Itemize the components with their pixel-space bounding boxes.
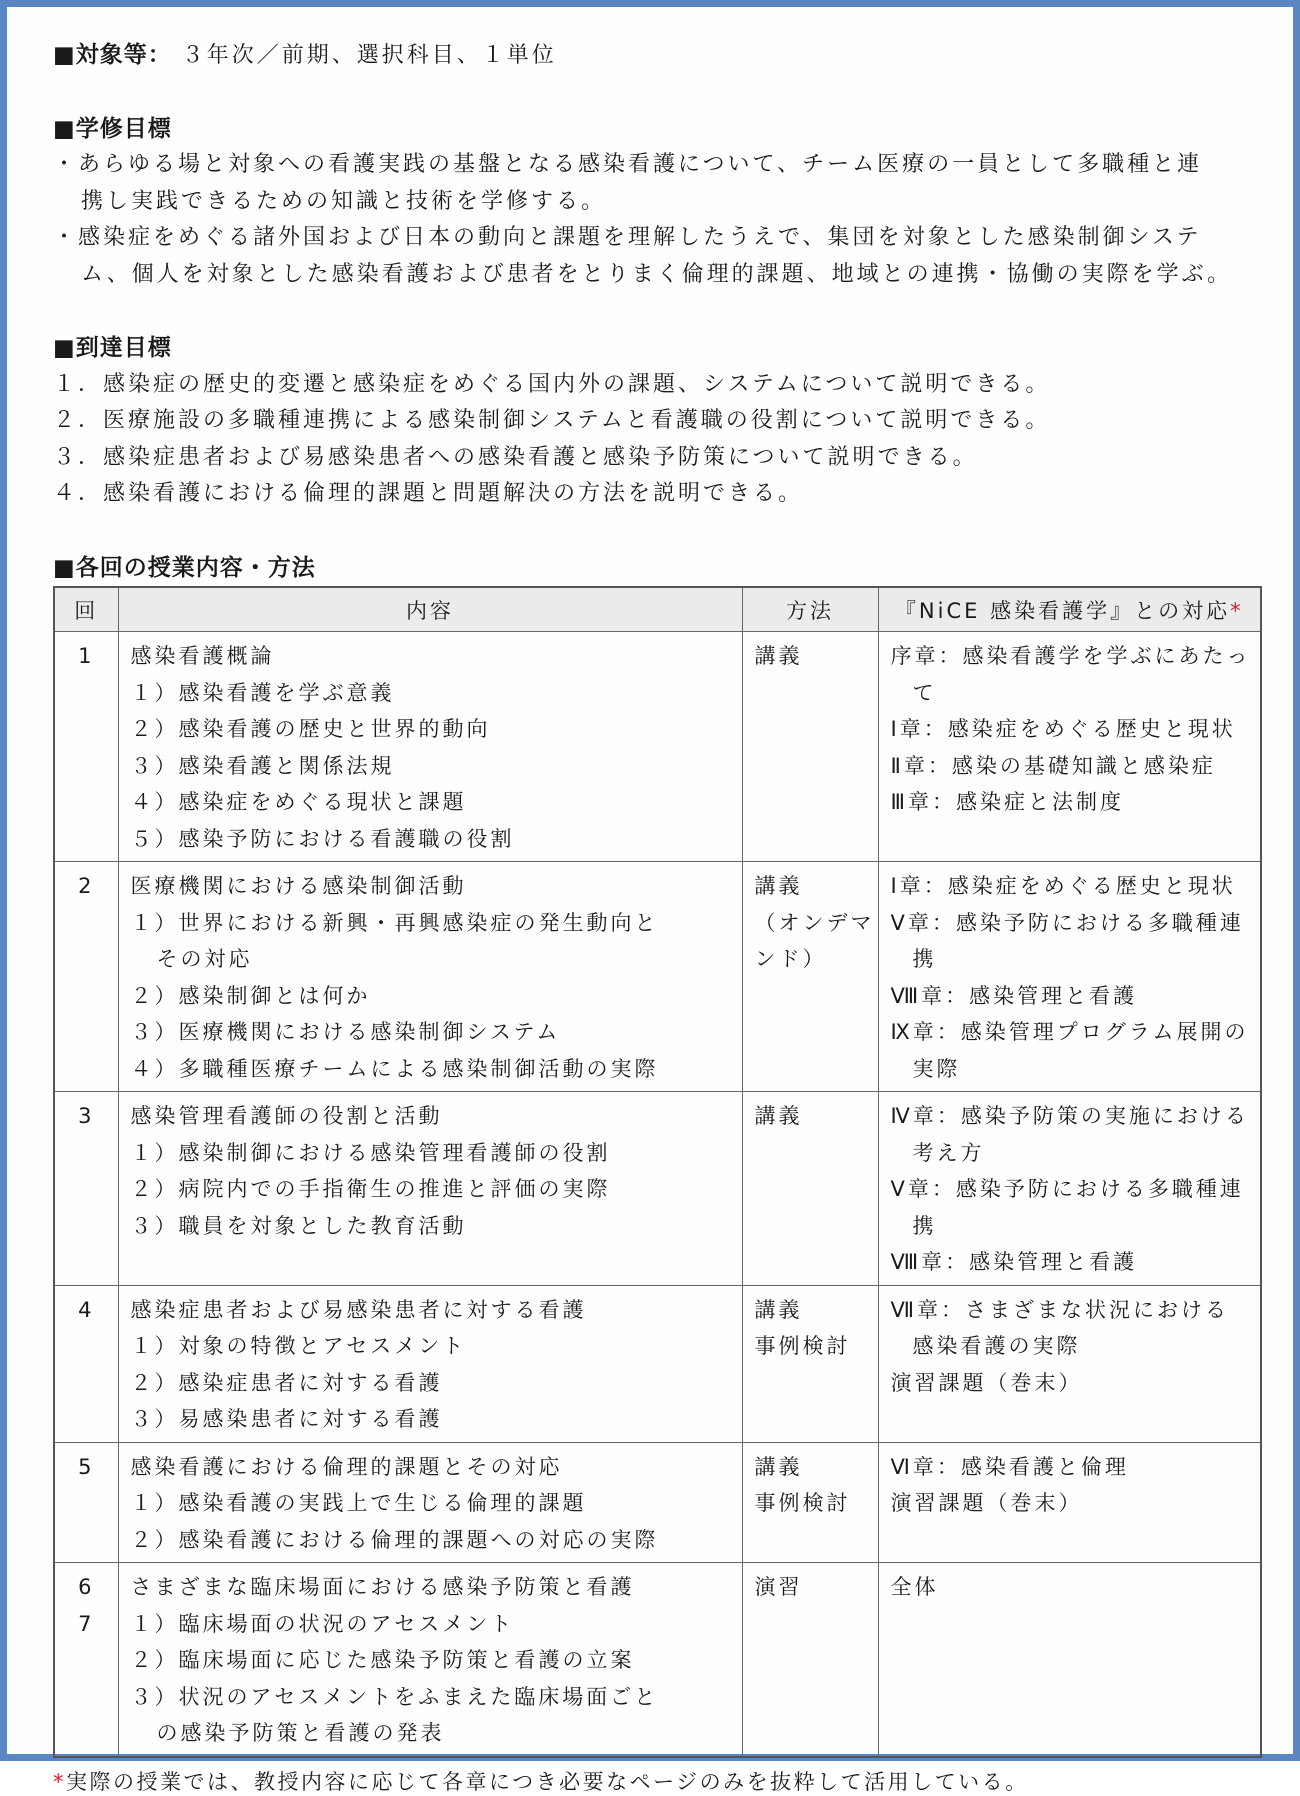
textbook-chapter: 演習課題（巻末） — [890, 1491, 1083, 1515]
learning-goal-item — [53, 147, 1263, 220]
method-text: 講義 — [754, 644, 803, 668]
textbook-chapter: Ⅷ章：感染管理と看護 — [890, 1250, 1138, 1274]
session-topic: ３）状況のアセスメントをふまえた臨床場面ごと — [130, 1684, 659, 1709]
table-row — [54, 632, 1261, 862]
learning-goals-section — [53, 111, 1263, 294]
session-topic: その対応 — [156, 947, 253, 971]
table-row — [54, 1285, 1261, 1442]
table-header-row — [54, 587, 1261, 632]
textbook-chapter: 携 — [912, 947, 937, 971]
method-cell — [742, 1285, 878, 1442]
footnote — [53, 1766, 1263, 1796]
target-value: ３年次／前期、選択科目、１単位 — [181, 43, 557, 68]
session-topic: ３）易感染患者に対する看護 — [130, 1407, 443, 1431]
method-text: 事例検討 — [754, 1491, 851, 1515]
session-topic: ２）病院内での手指衛生の推進と評価の実際 — [130, 1177, 611, 1201]
table-row — [54, 1442, 1261, 1563]
textbook-chapter: Ⅶ章：さまざまな状況における — [890, 1297, 1230, 1322]
textbook-chapter: Ⅸ章：感染管理プログラム展開の — [890, 1020, 1249, 1044]
schedule-table — [53, 586, 1262, 1758]
attainment-goal-item: ３．感染症患者および易感染患者への感染看護と感染予防策について説明できる。 — [53, 444, 978, 470]
table-row — [54, 1092, 1261, 1286]
attainment-goal-item: ４．感染看護における倫理的課題と問題解決の方法を説明できる。 — [53, 481, 804, 506]
textbook-chapter: 序章：感染看護学を学ぶにあたっ — [890, 644, 1251, 668]
reference-cell — [878, 1442, 1261, 1563]
target-section — [53, 37, 1263, 75]
session-number-cell — [54, 1563, 118, 1757]
attainment-goal-item: １．感染症の歴史的変遷と感染症をめぐる国内外の課題、システムについて説明できる。 — [53, 371, 1051, 397]
session-title: さまざまな臨床場面における感染予防策と看護 — [130, 1575, 635, 1599]
textbook-chapter: Ⅰ章：感染症をめぐる歴史と現状 — [890, 874, 1236, 898]
session-number: 7 — [78, 1611, 95, 1636]
session-topic: １）臨床場面の状況のアセスメント — [130, 1611, 515, 1636]
schedule-section — [53, 550, 1263, 1758]
session-number: 2 — [78, 874, 95, 898]
content-cell — [118, 1563, 742, 1757]
session-number-cell — [54, 1092, 118, 1286]
session-title: 感染症患者および易感染患者に対する看護 — [130, 1297, 587, 1322]
session-number: 1 — [78, 644, 95, 668]
learning-goals-list — [53, 147, 1263, 293]
session-number-cell — [54, 1442, 118, 1563]
method-text: 講義 — [754, 1297, 803, 1322]
session-topic: ２）感染制御とは何か — [130, 983, 371, 1008]
attainment-goals-section — [53, 330, 1263, 513]
session-topic: ２）感染看護の歴史と世界的動向 — [130, 717, 491, 741]
method-cell — [742, 1442, 878, 1563]
reference-cell — [878, 1563, 1261, 1757]
textbook-chapter: Ⅵ章：感染看護と倫理 — [890, 1454, 1129, 1479]
textbook-chapter: 実際 — [912, 1056, 961, 1081]
session-topic: ５）感染予防における看護職の役割 — [130, 826, 515, 851]
schedule-heading: ■各回の授業内容・方法 — [53, 554, 316, 581]
method-cell — [742, 1092, 878, 1286]
textbook-chapter: て — [912, 680, 937, 705]
learning-goals-heading: ■学修目標 — [53, 115, 172, 142]
method-cell — [742, 632, 878, 862]
session-topic: １）対象の特徴とアセスメント — [130, 1334, 467, 1358]
method-text: 演習 — [754, 1575, 803, 1599]
textbook-chapter: Ⅱ章：感染の基礎知識と感染症 — [890, 753, 1216, 778]
session-title: 感染看護概論 — [130, 644, 275, 668]
session-topic: １）感染制御における感染管理看護師の役割 — [130, 1140, 611, 1165]
session-number: 4 — [78, 1297, 95, 1322]
textbook-chapter: 携 — [912, 1213, 937, 1238]
session-topic: ２）感染症患者に対する看護 — [130, 1370, 443, 1395]
session-number: 6 — [78, 1575, 95, 1599]
session-topic: ３）感染看護と関係法規 — [130, 753, 395, 778]
learning-goal-line: 携し実践できるための知識と技術を学修する。 — [81, 188, 607, 214]
session-topic: の感染予防策と看護の発表 — [156, 1721, 445, 1745]
session-number: 5 — [78, 1454, 95, 1479]
textbook-chapter: 考え方 — [912, 1140, 985, 1165]
method-text: 講義 — [754, 1104, 803, 1128]
textbook-chapter: Ⅴ章：感染予防における多職種連 — [890, 910, 1244, 935]
session-topic: ４）感染症をめぐる現状と課題 — [130, 790, 467, 814]
session-title: 感染管理看護師の役割と活動 — [130, 1104, 443, 1128]
table-row — [54, 862, 1261, 1092]
method-cell — [742, 1563, 878, 1757]
textbook-chapter: Ⅲ章：感染症と法制度 — [890, 790, 1124, 814]
textbook-chapter: 全体 — [890, 1575, 939, 1599]
session-topic: １）感染看護を学ぶ意義 — [130, 680, 395, 705]
textbook-chapter: Ⅴ章：感染予防における多職種連 — [890, 1177, 1244, 1201]
document-body — [53, 37, 1263, 1796]
learning-goal-line: ・感染症をめぐる諸外国および日本の動向と課題を理解したうえで、集団を対象とした感染制御システ — [53, 225, 1202, 250]
attainment-goals-list — [53, 367, 1263, 513]
method-text: 講義 — [754, 1454, 803, 1479]
session-number-cell — [54, 1285, 118, 1442]
session-topic: ２）感染看護における倫理的課題への対応の実際 — [130, 1527, 659, 1552]
content-cell — [118, 862, 742, 1092]
column-header-ref — [878, 587, 1261, 632]
session-topic: １）世界における新興・再興感染症の発生動向と — [130, 910, 659, 935]
session-number-cell — [54, 862, 118, 1092]
reference-cell — [878, 1092, 1261, 1286]
textbook-chapter: Ⅰ章：感染症をめぐる歴史と現状 — [890, 717, 1236, 741]
learning-goal-line: ・あらゆる場と対象への看護実践の基盤となる感染看護について、チーム医療の一員として多職種と連 — [53, 152, 1203, 177]
textbook-chapter: 演習課題（巻末） — [890, 1370, 1083, 1395]
column-header-content: 内容 — [118, 587, 742, 632]
session-title: 感染看護における倫理的課題とその対応 — [130, 1454, 563, 1479]
session-topic: ３）医療機関における感染制御システム — [130, 1020, 561, 1044]
footnote-text: 実際の授業では、教授内容に応じて各章につき必要なページのみを抜粋して活用している。 — [66, 1769, 1029, 1794]
column-header-ref-label: 『NiCE 感染看護学』との対応 — [894, 598, 1231, 623]
attainment-goal-item: ２．医療施設の多職種連携による感染制御システムと看護職の役割について説明できる。 — [53, 408, 1051, 433]
textbook-chapter: Ⅷ章：感染管理と看護 — [890, 983, 1138, 1008]
reference-cell — [878, 632, 1261, 862]
method-cell — [742, 862, 878, 1092]
column-header-ref-mark: * — [1230, 598, 1244, 623]
content-cell — [118, 632, 742, 862]
reference-cell — [878, 1285, 1261, 1442]
attainment-goals-heading: ■到達目標 — [53, 335, 172, 361]
method-text: （オンデマ — [754, 910, 875, 935]
target-label: ■対象等： — [53, 42, 172, 68]
content-cell — [118, 1285, 742, 1442]
content-cell — [118, 1092, 742, 1286]
learning-goal-item — [53, 220, 1263, 293]
session-topic: ２）臨床場面に応じた感染予防策と看護の立案 — [130, 1648, 635, 1672]
method-text: 講義 — [754, 874, 803, 898]
content-cell — [118, 1442, 742, 1563]
table-row — [54, 1563, 1261, 1757]
method-text: ンド） — [754, 947, 827, 971]
column-header-num: 回 — [54, 587, 118, 632]
session-number: 3 — [78, 1104, 95, 1128]
session-topic: ４）多職種医療チームによる感染制御活動の実際 — [130, 1056, 659, 1081]
reference-cell — [878, 862, 1261, 1092]
session-topic: １）感染看護の実践上で生じる倫理的課題 — [130, 1491, 587, 1515]
session-number-cell — [54, 632, 118, 862]
textbook-chapter: 感染看護の実際 — [912, 1334, 1081, 1358]
method-text: 事例検討 — [754, 1334, 851, 1358]
learning-goal-line: ム、個人を対象とした感染看護および患者をとりまく倫理的課題、地域との連携・協働の実際を学ぶ。 — [81, 261, 1233, 287]
session-title: 医療機関における感染制御活動 — [130, 874, 467, 898]
column-header-method: 方法 — [742, 587, 878, 632]
session-topic: ３）職員を対象とした教育活動 — [130, 1213, 467, 1238]
footnote-mark: * — [53, 1769, 66, 1794]
textbook-chapter: Ⅳ章：感染予防策の実施における — [890, 1104, 1249, 1128]
